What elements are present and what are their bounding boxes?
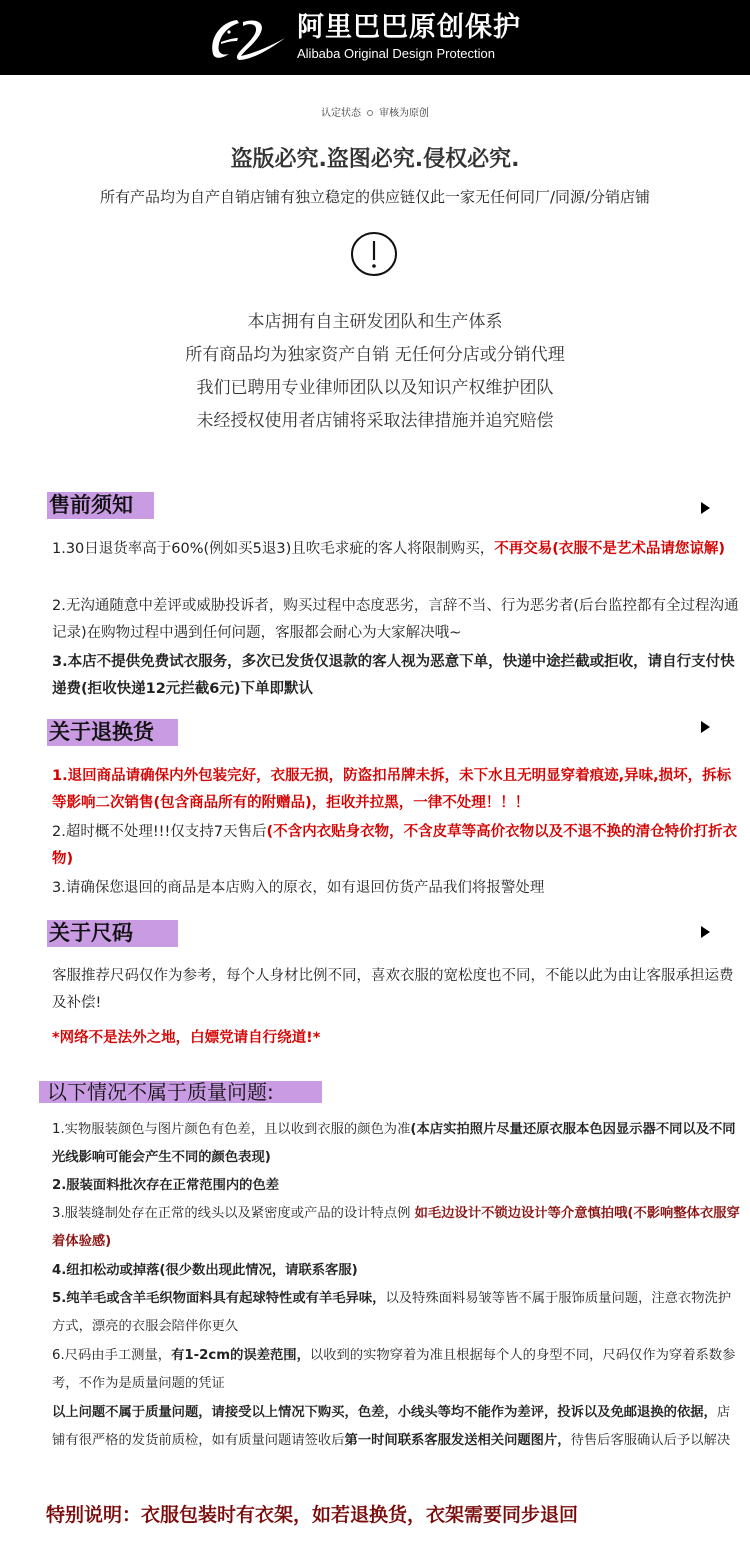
presale-item-2: 2.无沟通随意中差评或威胁投诉者，购买过程中态度恶劣，言辞不当、行为恶劣者(后台监控都有全过程沟通记录)在购物过程中遇到任何问题，客服都会耐心为大家解决哦~ xyxy=(52,598,739,641)
returns-item-3: 3.请确保您退回的商品是本店购入的原衣，如有退回仿货产品我们将报警处理 xyxy=(52,880,545,896)
banner-title-en: Alibaba Original Design Protection xyxy=(297,46,495,61)
quality-item-6: 6.尺码由手工测量，有1-2cm的误差范围，以收到的实物穿着为准且根据每个人的身型不同，尺码仅作为穿着系数参考，不作为是质量问题的凭证 xyxy=(52,1348,736,1391)
section-title-sizing: 关于尺码 xyxy=(47,920,178,947)
special-note: 特别说明：衣服包装时有衣架，如若退换货，衣架需要同步退回 xyxy=(46,1504,579,1526)
section-title-returns: 关于退换货 xyxy=(47,719,178,746)
section-title-presale: 售前须知 xyxy=(47,492,154,519)
banner-title-cn: 阿里巴巴原创保护 xyxy=(297,12,521,43)
protection-banner xyxy=(0,0,750,75)
statement-line: 未经授权使用者店铺将采取法律措施并追究赔偿 xyxy=(196,411,554,431)
presale-item-3: 3.本店不提供免费试衣服务，多次已发货仅退款的客人视为恶意下单，快递中途拦截或拒收，请自行支付快递费(拒收快递12元拦截6元)下单即默认 xyxy=(52,654,735,697)
triangle-right-icon[interactable] xyxy=(701,721,710,733)
anti-piracy-headline: 盗版必究.盗图必究.侵权必究. xyxy=(230,147,520,172)
exclamation-circle-icon xyxy=(350,231,398,277)
returns-item-2: 2.超时概不处理!!!仅支持7天售后(不含内衣贴身衣物，不含皮草等高价衣物以及不退不换的清仓特价打折衣物) xyxy=(52,824,738,867)
returns-item-1: 1.退回商品请确保内外包装完好，衣服无损，防盗扣吊牌未拆，未下水且无明显穿着痕迹,异味,损坏，拆标等影响二次销售(包含商品所有的附赠品)，拒收并拉黑，一律不处理！！！ xyxy=(52,768,732,811)
store-exclusive-subline: 所有产品均为自产自销店铺有独立稳定的供应链仅此一家无任何同厂/同源/分销店铺 xyxy=(99,188,651,206)
triangle-right-icon[interactable] xyxy=(701,926,710,938)
sizing-text: 客服推荐尺码仅作为参考，每个人身材比例不同，喜欢衣服的宽松度也不同，不能以此为由让客服承担运费及补偿! xyxy=(52,968,734,1011)
quality-item-3: 3.服装缝制处存在正常的线头以及紧密度或产品的设计特点例 如毛边设计不锁边设计等介意慎拍哦(不影响整体衣服穿着体验感) xyxy=(52,1206,740,1249)
certification-status xyxy=(0,107,750,121)
alibaba-logo-icon xyxy=(207,14,287,62)
presale-item-1-emphasis: 不再交易(衣服不是艺术品请您谅解) xyxy=(494,541,726,557)
returns-item-2-emphasis: (不含内衣贴身衣物，不含皮草等高价衣物以及不退不换的清仓特价打折衣物) xyxy=(52,824,738,867)
triangle-right-icon[interactable] xyxy=(701,502,710,514)
section-title-quality: 以下情况不属于质量问题: xyxy=(39,1081,322,1103)
circle-dot-icon xyxy=(367,110,373,116)
sizing-warning: *网络不是法外之地，白嫖党请自行绕道!* xyxy=(52,1030,321,1046)
statement-line: 所有商品均为独家资产自销 无任何分店或分销代理 xyxy=(185,345,565,365)
statement-line: 我们已聘用专业律师团队以及知识产权维护团队 xyxy=(196,378,554,398)
presale-item-1: 1.30日退货率高于60%(例如买5退3)且吹毛求疵的客人将限制购买，不再交易(衣服不是艺术品请您谅解) xyxy=(52,541,726,557)
quality-summary: 以上问题不属于质量问题，请接受以上情况下购买，色差，小线头等均不能作为差评，投诉以及免邮退换的依据，店铺有很严格的发货前质检，如有质量问题请签收后第一时间联系客服发送相关问题图片，待售后客服确认后予以解决 xyxy=(52,1405,731,1448)
certification-value: 审核为原创 xyxy=(379,108,429,119)
quality-item-3-emphasis: 如毛边设计不锁边设计等介意慎拍哦(不影响整体衣服穿着体验感) xyxy=(52,1206,740,1249)
quality-item-5: 5.纯羊毛或含羊毛织物面料具有起球特性或有羊毛异味，以及特殊面料易皱等皆不属于服饰质量问题，注意衣物洗护方式，漂亮的衣服会陪伴你更久 xyxy=(52,1291,732,1334)
quality-item-2: 2.服装面料批次存在正常范围内的色差 xyxy=(52,1178,280,1193)
quality-item-4: 4.纽扣松动或掉落(很少数出现此情况，请联系客服) xyxy=(52,1263,358,1278)
statement-line: 本店拥有自主研发团队和生产体系 xyxy=(247,312,503,332)
certification-label: 认定状态 xyxy=(321,108,361,119)
quality-item-1: 1.实物服装颜色与图片颜色有色差，且以收到衣服的颜色为准(本店实拍照片尽量还原衣服本色因显示器不同以及不同光线影响可能会产生不同的颜色表现) xyxy=(52,1122,736,1165)
